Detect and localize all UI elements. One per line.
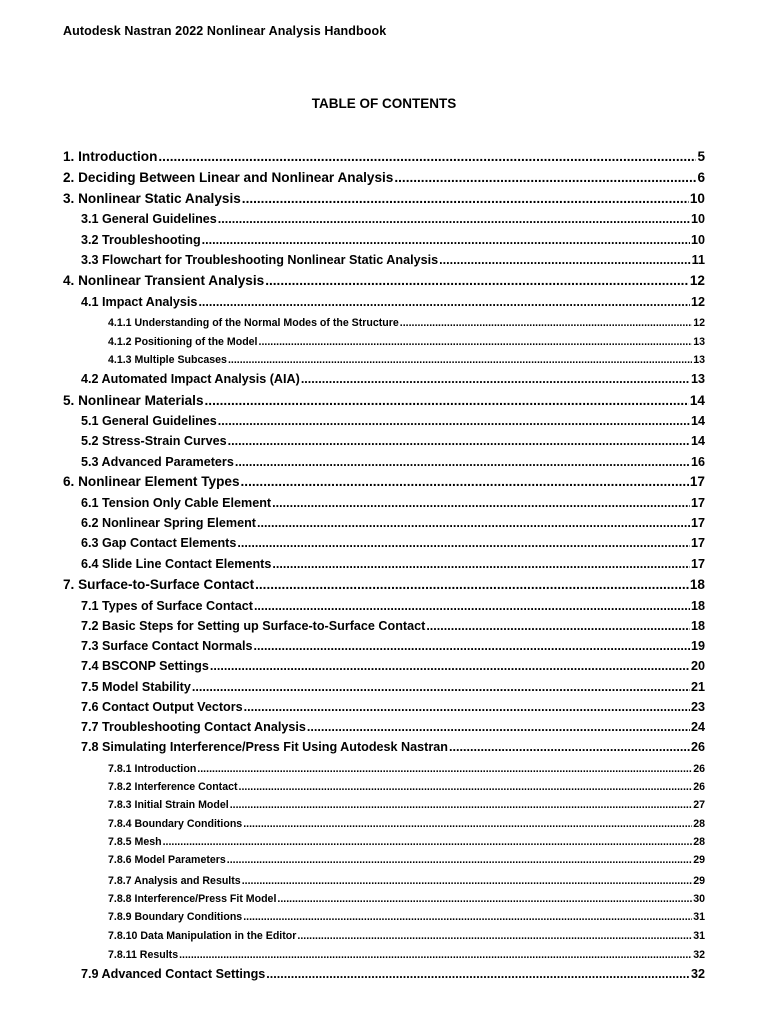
toc-entry-page: 14	[689, 393, 705, 408]
toc-entry[interactable]	[81, 536, 705, 550]
toc-entry-leader	[241, 474, 689, 490]
toc-entry-leader	[242, 875, 693, 887]
toc-entry[interactable]	[81, 295, 705, 309]
toc-entry[interactable]	[81, 740, 705, 754]
toc-entry-leader	[277, 893, 692, 905]
toc-entry-title: 4.1.2 Positioning of the Model	[108, 336, 258, 348]
toc-entry[interactable]	[81, 496, 705, 510]
toc-entry-title: 7.8.2 Interference Contact	[108, 781, 238, 793]
toc-entry[interactable]	[108, 818, 705, 830]
toc-entry[interactable]	[108, 893, 705, 905]
toc-entry-page: 29	[693, 854, 705, 866]
toc-entry[interactable]	[81, 372, 705, 386]
toc-entry-title: 7.8.4 Boundary Conditions	[108, 818, 243, 830]
toc-entry-title: 7.3 Surface Contact Normals	[81, 639, 253, 653]
toc-entry-leader	[254, 599, 690, 613]
toc-entry[interactable]	[81, 599, 705, 613]
toc-entry-title: 7.1 Types of Surface Contact	[81, 599, 253, 613]
toc-entry-page: 29	[693, 875, 705, 887]
toc-entry-leader	[239, 781, 693, 793]
toc-entry-title: 6.3 Gap Contact Elements	[81, 536, 237, 550]
toc-entry[interactable]	[108, 336, 705, 348]
toc-entry-page: 31	[693, 911, 705, 923]
toc-entry-leader	[244, 700, 690, 714]
toc-entry-title: 4. Nonlinear Transient Analysis	[63, 273, 265, 288]
toc-entry-title: 6.4 Slide Line Contact Elements	[81, 557, 272, 571]
toc-entry-leader	[259, 336, 693, 348]
toc-entry-leader	[158, 149, 696, 165]
toc-entry[interactable]	[81, 619, 705, 633]
toc-entry-page: 26	[693, 781, 705, 793]
toc-entry-leader	[205, 393, 689, 409]
toc-entry-page: 26	[693, 763, 705, 775]
toc-entry[interactable]	[81, 720, 705, 734]
toc-entry-page: 20	[690, 659, 705, 673]
toc-entry-title: 7.8 Simulating Interference/Press Fit Using Autodesk Nastran	[81, 740, 448, 754]
toc-entry-title: 7.8.11 Results	[108, 949, 179, 961]
toc-entry[interactable]	[81, 516, 705, 530]
toc-entry[interactable]	[81, 253, 705, 267]
toc-entry-leader	[227, 854, 692, 866]
toc-entry-title: 7.8.9 Boundary Conditions	[108, 911, 243, 923]
toc-entry-page: 10	[690, 233, 705, 247]
toc-entry-leader	[218, 212, 690, 226]
toc-entry-leader	[243, 818, 692, 830]
toc-entry[interactable]	[108, 799, 705, 811]
toc-entry-page: 12	[693, 317, 705, 329]
toc-entry-leader	[197, 763, 692, 775]
toc-entry-page: 18	[690, 599, 705, 613]
toc-entry[interactable]	[108, 781, 705, 793]
toc-entry[interactable]	[63, 170, 705, 186]
toc-entry-page: 12	[689, 273, 705, 288]
toc-entry[interactable]	[63, 577, 705, 593]
toc-entry-page: 12	[690, 295, 705, 309]
toc-entry-page: 19	[690, 639, 705, 653]
toc-entry[interactable]	[63, 191, 705, 207]
toc-entry-leader	[210, 659, 690, 673]
toc-entry-title: 4.1.1 Understanding of the Normal Modes of the Structure	[108, 317, 399, 329]
toc-entry[interactable]	[63, 149, 705, 165]
toc-entry-page: 16	[690, 455, 705, 469]
toc-entry-title: 7.8.1 Introduction	[108, 763, 197, 775]
toc-entry-page: 17	[690, 557, 705, 571]
toc-title: TABLE OF CONTENTS	[311, 96, 457, 111]
toc-entry-leader	[235, 455, 690, 469]
toc-entry-leader	[439, 253, 691, 267]
toc-entry-title: 6.1 Tension Only Cable Element	[81, 496, 272, 510]
toc-entry[interactable]	[108, 911, 705, 923]
toc-entry-page: 21	[690, 680, 705, 694]
toc-entry-leader	[400, 317, 692, 329]
toc-entry-leader	[202, 233, 690, 247]
toc-entry[interactable]	[63, 273, 705, 289]
toc-entry-leader	[179, 949, 692, 961]
toc-entry-page: 26	[690, 740, 705, 754]
toc-entry-title: 7.8.5 Mesh	[108, 836, 162, 848]
toc-entry-page: 6	[697, 170, 705, 185]
toc-entry-title: 7.8.3 Initial Strain Model	[108, 799, 229, 811]
toc-entry-title: 7.2 Basic Steps for Setting up Surface-to-Surface Contact	[81, 619, 426, 633]
toc-entry-leader	[163, 836, 693, 848]
toc-entry[interactable]	[81, 212, 705, 226]
toc-entry-page: 13	[693, 336, 705, 348]
toc-entry-title: 4.1.3 Multiple Subcases	[108, 354, 227, 366]
toc-entry-leader	[272, 557, 690, 571]
toc-entry-page: 13	[693, 354, 705, 366]
toc-entry-leader	[192, 680, 690, 694]
toc-entry-title: 7.4 BSCONP Settings	[81, 659, 209, 673]
toc-entry-page: 11	[691, 253, 705, 267]
toc-entry-leader	[230, 799, 693, 811]
toc-entry-title: 7. Surface-to-Surface Contact	[63, 577, 255, 592]
toc-entry-leader	[266, 967, 690, 981]
toc-entry-leader	[237, 536, 690, 550]
toc-entry-page: 13	[690, 372, 705, 386]
toc-entry-title: 4.1 Impact Analysis	[81, 295, 198, 309]
toc-entry-leader	[255, 577, 689, 593]
toc-entry-page: 27	[693, 799, 705, 811]
toc-entry[interactable]	[108, 875, 705, 887]
toc-entry-title: 4.2 Automated Impact Analysis (AIA)	[81, 372, 300, 386]
toc-entry-title: 5.1 General Guidelines	[81, 414, 217, 428]
toc-entry[interactable]	[81, 434, 705, 448]
toc-entry-title: 5. Nonlinear Materials	[63, 393, 204, 408]
toc-entry[interactable]	[108, 763, 705, 775]
toc-entry-title: 6. Nonlinear Element Types	[63, 474, 240, 489]
toc-entry-page: 31	[693, 930, 705, 942]
toc-entry[interactable]	[108, 317, 705, 329]
toc-entry-title: 7.5 Model Stability	[81, 680, 191, 694]
toc-entry[interactable]	[108, 354, 705, 366]
toc-entry-leader	[198, 295, 690, 309]
toc-entry-title: 3.1 General Guidelines	[81, 212, 217, 226]
toc-entry-leader	[257, 516, 690, 530]
toc-entry-leader	[228, 434, 690, 448]
toc-entry-page: 30	[693, 893, 705, 905]
toc-entry-leader	[228, 354, 692, 366]
toc-entry-page: 14	[690, 414, 705, 428]
toc-entry-leader	[265, 273, 689, 289]
toc-entry[interactable]	[81, 700, 705, 714]
toc-entry-title: 7.8.6 Model Parameters	[108, 854, 226, 866]
toc-entry-page: 17	[690, 516, 705, 530]
toc-entry[interactable]	[81, 967, 705, 981]
toc-entry-page: 5	[697, 149, 705, 164]
toc-entry-leader	[426, 619, 690, 633]
toc-entry-leader	[253, 639, 690, 653]
toc-entry-page: 24	[690, 720, 705, 734]
toc-entry-title: 3.3 Flowchart for Troubleshooting Nonlinear Static Analysis	[81, 253, 439, 267]
toc-entry-title: 3.2 Troubleshooting	[81, 233, 201, 247]
toc-entry-page: 18	[689, 577, 705, 592]
toc-entry-leader	[449, 740, 690, 754]
toc-entry-leader	[297, 930, 692, 942]
toc-entry-title: 6.2 Nonlinear Spring Element	[81, 516, 256, 530]
toc-entry[interactable]	[81, 557, 705, 571]
toc-entry[interactable]	[81, 233, 705, 247]
toc-entry[interactable]	[81, 659, 705, 673]
toc-entry[interactable]	[81, 639, 705, 653]
toc-entry-title: 7.8.10 Data Manipulation in the Editor	[108, 930, 297, 942]
toc-entry-title: 5.2 Stress-Strain Curves	[81, 434, 227, 448]
toc-entry-title: 7.7 Troubleshooting Contact Analysis	[81, 720, 306, 734]
toc-entry-leader	[394, 170, 696, 186]
toc-entry[interactable]	[63, 393, 705, 409]
toc-entry-title: 1. Introduction	[63, 149, 158, 164]
toc-entry[interactable]	[108, 854, 705, 866]
toc-entry-page: 10	[689, 191, 705, 206]
toc-entry-page: 17	[689, 474, 705, 489]
toc-entry-page: 28	[693, 818, 705, 830]
toc-entry-leader	[307, 720, 690, 734]
toc-entry-leader	[242, 191, 689, 207]
toc-entry-leader	[218, 414, 690, 428]
toc-entry-page: 32	[690, 967, 705, 981]
toc-entry-leader	[272, 496, 690, 510]
toc-entry-page: 17	[690, 536, 705, 550]
toc-entry[interactable]	[81, 680, 705, 694]
toc-entry[interactable]	[108, 930, 705, 942]
toc-entry-page: 10	[690, 212, 705, 226]
toc-entry-title: 2. Deciding Between Linear and Nonlinear Analysis	[63, 170, 394, 185]
toc-entry[interactable]	[108, 949, 705, 961]
toc-entry-page: 17	[690, 496, 705, 510]
toc-entry-title: 7.6 Contact Output Vectors	[81, 700, 243, 714]
page-header: Autodesk Nastran 2022 Nonlinear Analysis Handbook	[63, 24, 387, 38]
toc-entry[interactable]	[108, 836, 705, 848]
toc-entry-page: 14	[690, 434, 705, 448]
toc-entry[interactable]	[81, 414, 705, 428]
toc-entry-page: 23	[690, 700, 705, 714]
toc-entry-title: 7.8.7 Analysis and Results	[108, 875, 241, 887]
toc-entry-title: 5.3 Advanced Parameters	[81, 455, 234, 469]
toc-entry[interactable]	[81, 455, 705, 469]
toc-entry-page: 18	[690, 619, 705, 633]
toc-entry-title: 3. Nonlinear Static Analysis	[63, 191, 241, 206]
toc-entry-title: 7.9 Advanced Contact Settings	[81, 967, 266, 981]
toc-entry[interactable]	[63, 474, 705, 490]
toc-entry-page: 32	[693, 949, 705, 961]
toc-entry-leader	[243, 911, 692, 923]
toc-entry-title: 7.8.8 Interference/Press Fit Model	[108, 893, 277, 905]
toc-entry-page: 28	[693, 836, 705, 848]
toc-entry-leader	[301, 372, 690, 386]
